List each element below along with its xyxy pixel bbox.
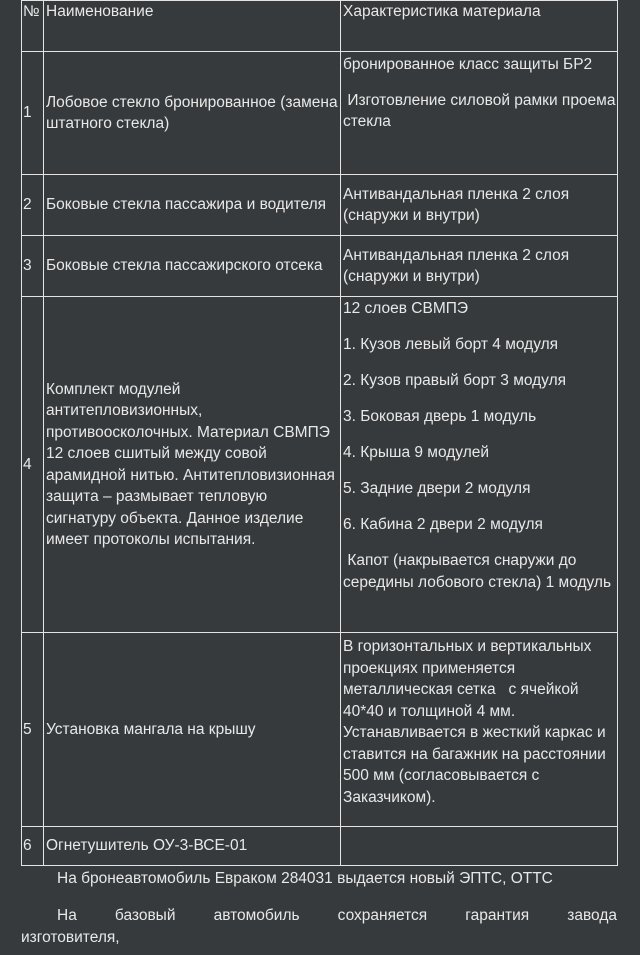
characteristic-line: 3. Боковая дверь 1 модуль (343, 408, 537, 425)
characteristic-line: 4. Крыша 9 модулей (343, 444, 490, 461)
specification-table (21, 0, 618, 866)
characteristic-line: Капот (накрывается снаружи до середины лобового стекла) 1 модуль (343, 552, 612, 591)
characteristic-line: бронированное класс защиты БР2 (343, 56, 593, 73)
row-name: Огнетушитель ОУ-3-ВСЕ-01 (44, 827, 341, 866)
row-characteristic: Антивандальная пленка 2 слоя (снаружи и внутри) (341, 236, 618, 297)
row-name: Боковые стекла пассажирского отсека (44, 236, 341, 297)
footer-word: базовый (114, 907, 176, 924)
row-num: 6 (22, 827, 44, 866)
row-characteristic (341, 827, 618, 866)
footer-word: На (57, 907, 77, 924)
table-row (22, 827, 618, 866)
footer-word: автомобиль (213, 907, 300, 924)
table-row (22, 52, 618, 175)
characteristic-line: 12 слоев СВМПЭ (343, 300, 469, 317)
row-name: Боковые стекла пассажира и водителя (44, 175, 341, 236)
header-num: № (22, 1, 44, 52)
row-num: 4 (22, 297, 44, 633)
row-num: 5 (22, 633, 44, 827)
header-characteristic: Характеристика материала (341, 1, 618, 52)
row-num: 1 (22, 52, 44, 175)
table-row (22, 236, 618, 297)
header-name: Наименование (44, 1, 341, 52)
table-row (22, 297, 618, 633)
characteristic-line: 5. Задние двери 2 модуля (343, 480, 531, 497)
row-name: Комплект модулей антитепловизионных, противоосколочных. Материал СВМПЭ 12 слоев сшитый между совой арамидной нитью. Антитепловизионная защита – размывает тепловую сигнатуру объекта. Данное изделие имеет протоколы испытания. (44, 297, 341, 633)
footer-word: сохраняется (337, 907, 428, 924)
table-header-row (22, 1, 618, 52)
characteristic-line: 1. Кузов левый борт 4 модуля (343, 336, 559, 353)
row-characteristic: В горизонтальных и вертикальных проекциях применяется металлическая сетка с ячейкой 40*40 и толщиной 4 мм. Устанавливается в жесткий каркас и ставится на багажник на расстоянии 500 мм (согласовывается с Заказчиком). (341, 633, 618, 827)
footer-word: гарантия (465, 907, 530, 924)
characteristic-line: 2. Кузов правый борт 3 модуля (343, 372, 567, 389)
row-num: 2 (22, 175, 44, 236)
row-num: 3 (22, 236, 44, 297)
table-row (22, 175, 618, 236)
row-name: Лобовое стекло бронированное (замена штатного стекла) (44, 52, 341, 175)
row-characteristic (341, 297, 618, 633)
row-characteristic (341, 52, 618, 175)
characteristic-line: Изготовление силовой рамки проема стекла (343, 91, 620, 130)
row-characteristic: Антивандальная пленка 2 слоя (снаружи и внутри) (341, 175, 618, 236)
table-row (22, 633, 618, 827)
footer-tail: изготовителя, (21, 928, 120, 946)
row-name: Установка мангала на крышу (44, 633, 341, 827)
footer-paragraph-warranty (21, 905, 617, 948)
footer-word: завода (567, 907, 617, 924)
footer-paragraph-eptc: На бронеавтомобиль Евраком 284031 выдается новый ЭПТС, ОТТС (57, 870, 553, 887)
characteristic-line: 6. Кабина 2 двери 2 модуля (343, 516, 543, 533)
